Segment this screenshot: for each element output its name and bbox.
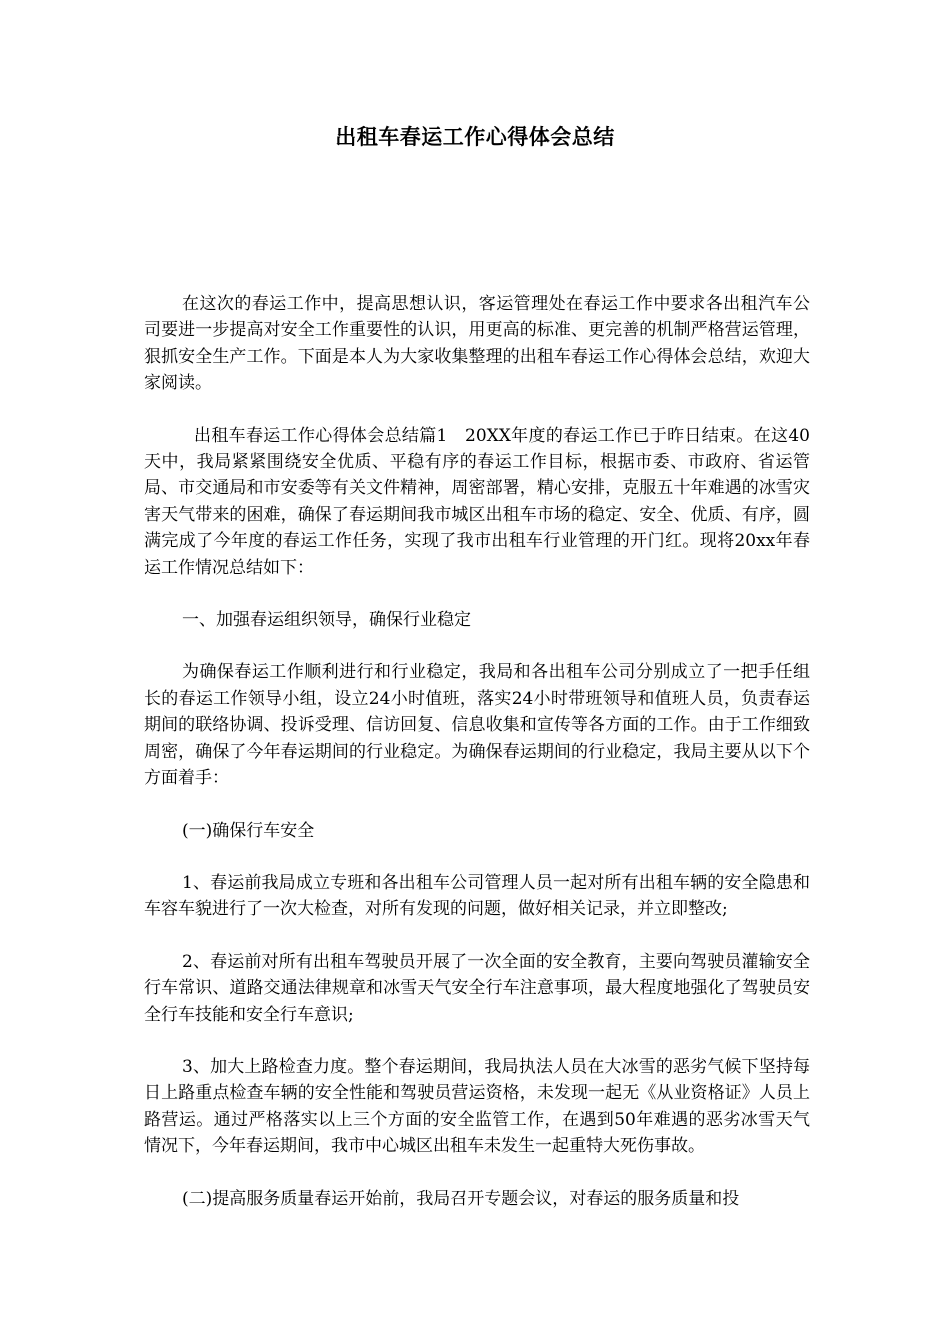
- subsection-service-paragraph: (二)提高服务质量春运开始前，我局召开专题会议，对春运的服务质量和投: [182, 1188, 740, 1209]
- subsection-heading-safety: (一)确保行车安全: [182, 820, 315, 841]
- list-item-one: 1、春运前我局成立专班和各出租车公司管理人员一起对所有出租车辆的安全隐患和车容车貌进行了一次大检查，对所有发现的问题，做好相关记录，并立即整改;: [144, 872, 810, 920]
- organization-paragraph: 为确保春运工作顺利进行和行业稳定，我局和各出租车公司分别成立了一把手任组长的春运工作领导小组，设立24小时值班，落实24小时带班领导和值班人员，负责春运期间的联络协调、投诉受理、信访回复、信息收集和宣传等各方面的工作。由于工作细致周密，确保了今年春运期间的行业稳定。为确保春运期间的行业稳定，我局主要从以下个方面着手：: [144, 662, 810, 789]
- intro-paragraph: 在这次的春运工作中，提高思想认识，客运管理处在春运工作中要求各出租汽车公司要进一步提高对安全工作重要性的认识，用更高的标准、更完善的机制严格营运管理，狠抓安全生产工作。下面是本人为大家收集整理的出租车春运工作心得体会总结，欢迎大家阅读。: [144, 294, 810, 394]
- section-heading-one: 一、加强春运组织领导，确保行业稳定: [182, 610, 471, 631]
- document-body: [144, 291, 810, 1238]
- document-title: 出租车春运工作心得体会总结: [335, 124, 615, 149]
- list-item-two: 2、春运前对所有出租车驾驶员开展了一次全面的安全教育，主要向驾驶员灌输安全行车常识、道路交通法律规章和冰雪天气安全行车注意事项，最大程度地强化了驾驶员安全行车技能和安全行车意识;: [144, 951, 810, 1025]
- section-opening-paragraph: 出租车春运工作心得体会总结篇1 20XX年度的春运工作已于昨日结束。在这40天中，我局紧紧围绕安全优质、平稳有序的春运工作目标，根据市委、市政府、省运管局、市交通局和市安委等有关文件精神，周密部署，精心安排，克服五十年难遇的冰雪灾害天气带来的困难，确保了春运期间我市城区出租车市场的稳定、安全、优质、有序，圆满完成了今年度的春运工作任务，实现了我市出租车行业管理的开门红。现将20xx年春运工作情况总结如下：: [144, 425, 810, 578]
- list-item-three: 3、加大上路检查力度。整个春运期间，我局执法人员在大冰雪的恶劣气候下坚持每日上路重点检查车辆的安全性能和驾驶员营运资格，未发现一起无《从业资格证》人员上路营运。通过严格落实以上三个方面的安全监管工作，在遇到50年难遇的恶劣冰雪天气情况下，今年春运期间，我市中心城区出租车未发生一起重特大死伤事故。: [144, 1056, 810, 1157]
